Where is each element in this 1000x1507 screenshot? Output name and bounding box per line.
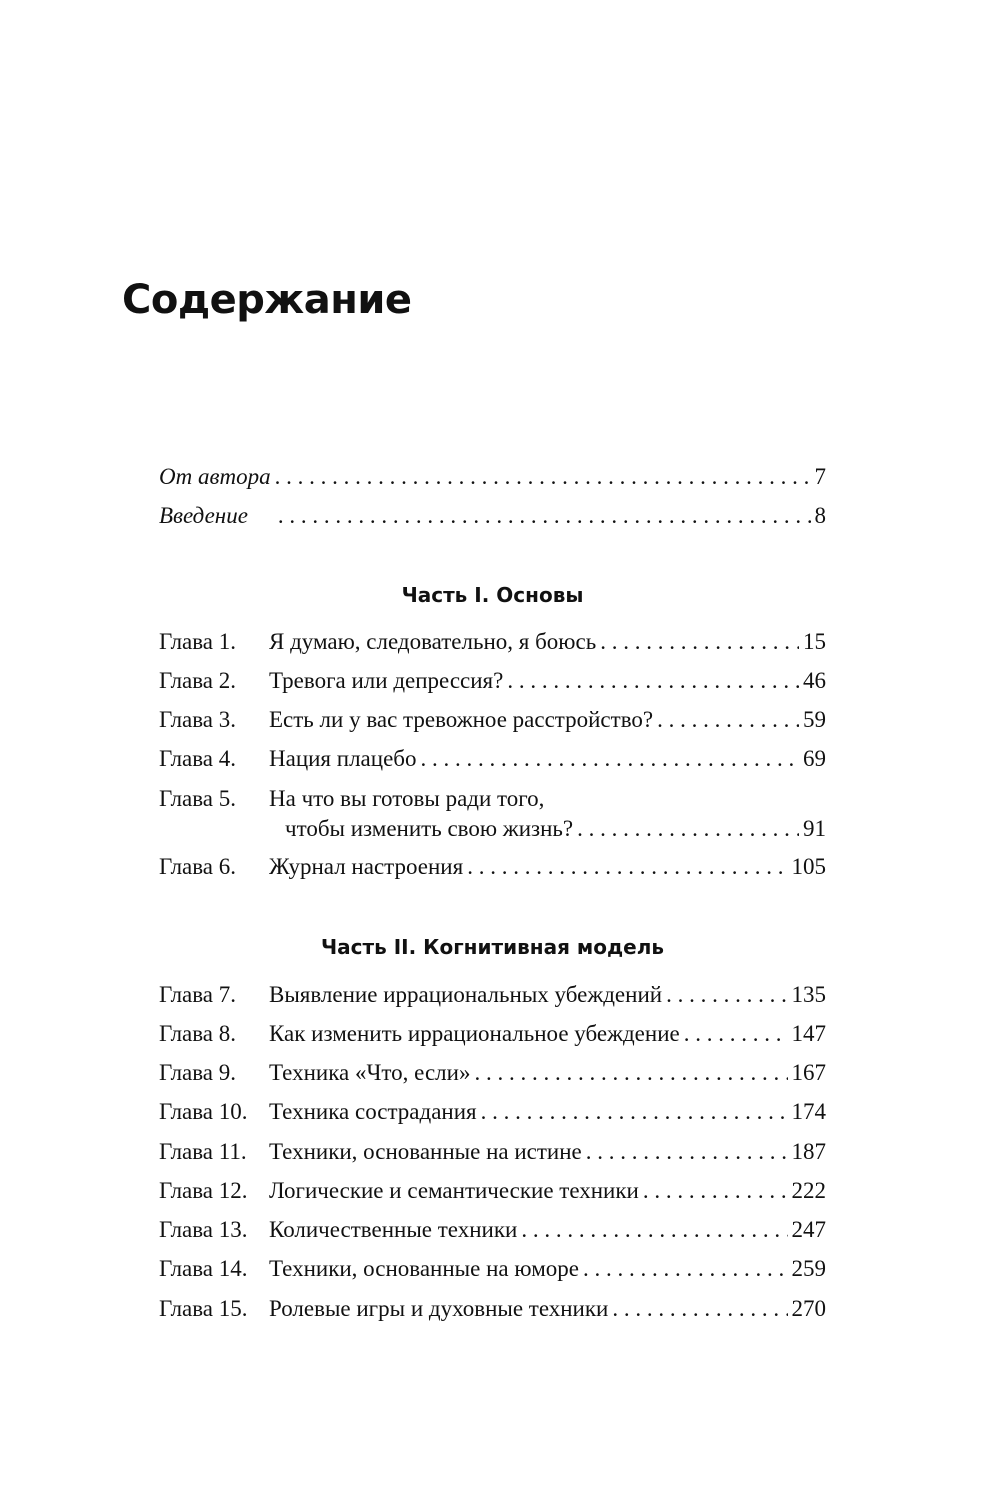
toc-entry-chapter[interactable] [159, 1137, 826, 1167]
dot-leader [586, 1137, 788, 1167]
toc-entry-chapter[interactable] [159, 980, 826, 1010]
chapter-label: Глава 9. [159, 1060, 237, 1085]
toc-entry-chapter[interactable] [159, 666, 826, 696]
chapter-label: Глава 11. [159, 1139, 247, 1164]
toc-entry-page: 15 [803, 629, 826, 654]
toc-entry-page: 8 [814, 503, 826, 528]
toc-entry-from-author[interactable] [159, 462, 826, 492]
dot-leader [612, 1294, 787, 1324]
toc-entry-title: Я думаю, следовательно, я боюсь [269, 629, 597, 654]
toc-entry-page: 247 [791, 1217, 826, 1242]
toc-entry-title: Техники, основанные на юморе [269, 1256, 579, 1281]
dot-leader [507, 666, 799, 696]
dot-leader [474, 1058, 787, 1088]
chapter-label: Глава 14. [159, 1256, 248, 1281]
dot-leader [521, 1215, 787, 1245]
chapter-label: Глава 4. [159, 746, 237, 771]
toc-entry-title: Количественные техники [269, 1217, 518, 1242]
dot-leader [684, 1019, 788, 1049]
toc-entry-page: 135 [791, 982, 826, 1007]
dot-leader [666, 980, 787, 1010]
chapter-label: Глава 12. [159, 1178, 248, 1203]
toc-entry-page: 46 [803, 668, 826, 693]
toc-entry-title: Введение [159, 503, 248, 528]
toc-entry-page: 270 [791, 1296, 826, 1321]
dot-leader [643, 1176, 788, 1206]
toc-entry-page: 174 [791, 1099, 826, 1124]
toc-entry-title: Техника «Что, если» [269, 1060, 471, 1085]
toc-entry-chapter[interactable] [159, 744, 826, 774]
toc-entry-page: 91 [803, 816, 826, 841]
toc-entry-page: 59 [803, 707, 826, 732]
toc-entry-chapter[interactable] [159, 1294, 826, 1324]
chapter-label: Глава 5. [159, 786, 237, 811]
chapter-label: Глава 6. [159, 854, 237, 879]
toc-entry-chapter[interactable] [159, 705, 826, 735]
toc-entry-title: Тревога или депрессия? [269, 668, 504, 693]
toc-entry-title: Техника сострадания [269, 1099, 477, 1124]
toc-entry-title: Логические и семантические техники [269, 1178, 639, 1203]
dot-leader [278, 501, 811, 531]
toc-entry-title: Как изменить иррациональное убеждение [269, 1021, 680, 1046]
toc-entry-page: 167 [791, 1060, 826, 1085]
toc-entry-page: 69 [803, 746, 826, 771]
toc-entry-page: 147 [791, 1021, 826, 1046]
dot-leader [467, 852, 787, 882]
part-heading: Часть I. Основы [401, 583, 584, 607]
toc-entry-page: 7 [814, 464, 826, 489]
toc-entry-title: На что вы готовы ради того, [269, 786, 545, 811]
toc-entry-chapter[interactable] [159, 1176, 826, 1206]
chapter-label: Глава 10. [159, 1099, 248, 1124]
dot-leader [657, 705, 799, 735]
chapter-label: Глава 1. [159, 629, 237, 654]
toc-entry-chapter[interactable] [159, 852, 826, 882]
dot-leader [600, 627, 799, 657]
toc-entry-introduction[interactable] [159, 501, 826, 531]
chapter-label: Глава 3. [159, 707, 237, 732]
toc-entry-chapter[interactable] [159, 1058, 826, 1088]
toc-entry-title: Ролевые игры и духовные техники [269, 1296, 609, 1321]
toc-entry-chapter[interactable] [159, 1097, 826, 1127]
toc-entry-chapter[interactable] [159, 1254, 826, 1284]
dot-leader [577, 814, 799, 844]
toc-entry-page: 187 [791, 1139, 826, 1164]
toc-entry-page: 222 [791, 1178, 826, 1203]
chapter-label: Глава 8. [159, 1021, 237, 1046]
toc-entry-title: Выявление иррациональных убеждений [269, 982, 663, 1007]
toc-entry-title-continued: чтобы изменить свою жизнь? [285, 816, 574, 841]
toc-entry-title: Нация плацебо [269, 746, 417, 771]
toc-entry-page: 105 [791, 854, 826, 879]
dot-leader [420, 744, 799, 774]
chapter-label: Глава 2. [159, 668, 237, 693]
dot-leader [275, 462, 811, 492]
dot-leader [583, 1254, 788, 1284]
toc-entry-page: 259 [791, 1256, 826, 1281]
toc-entry-title: От автора [159, 464, 271, 489]
toc-entry-title: Журнал настроения [269, 854, 464, 879]
part-heading: Часть II. Когнитивная модель [320, 935, 664, 959]
page-title: Содержание [122, 277, 412, 323]
chapter-label: Глава 15. [159, 1296, 248, 1321]
toc-entry-title: Есть ли у вас тревожное расстройство? [269, 707, 654, 732]
toc-entry-chapter[interactable] [159, 1215, 826, 1245]
toc-entry-chapter[interactable] [159, 784, 826, 844]
toc-entry-title: Техники, основанные на истине [269, 1139, 582, 1164]
toc-entry-chapter[interactable] [159, 627, 826, 657]
toc-entry-chapter[interactable] [159, 1019, 826, 1049]
chapter-label: Глава 13. [159, 1217, 248, 1242]
dot-leader [481, 1097, 788, 1127]
chapter-label: Глава 7. [159, 982, 237, 1007]
